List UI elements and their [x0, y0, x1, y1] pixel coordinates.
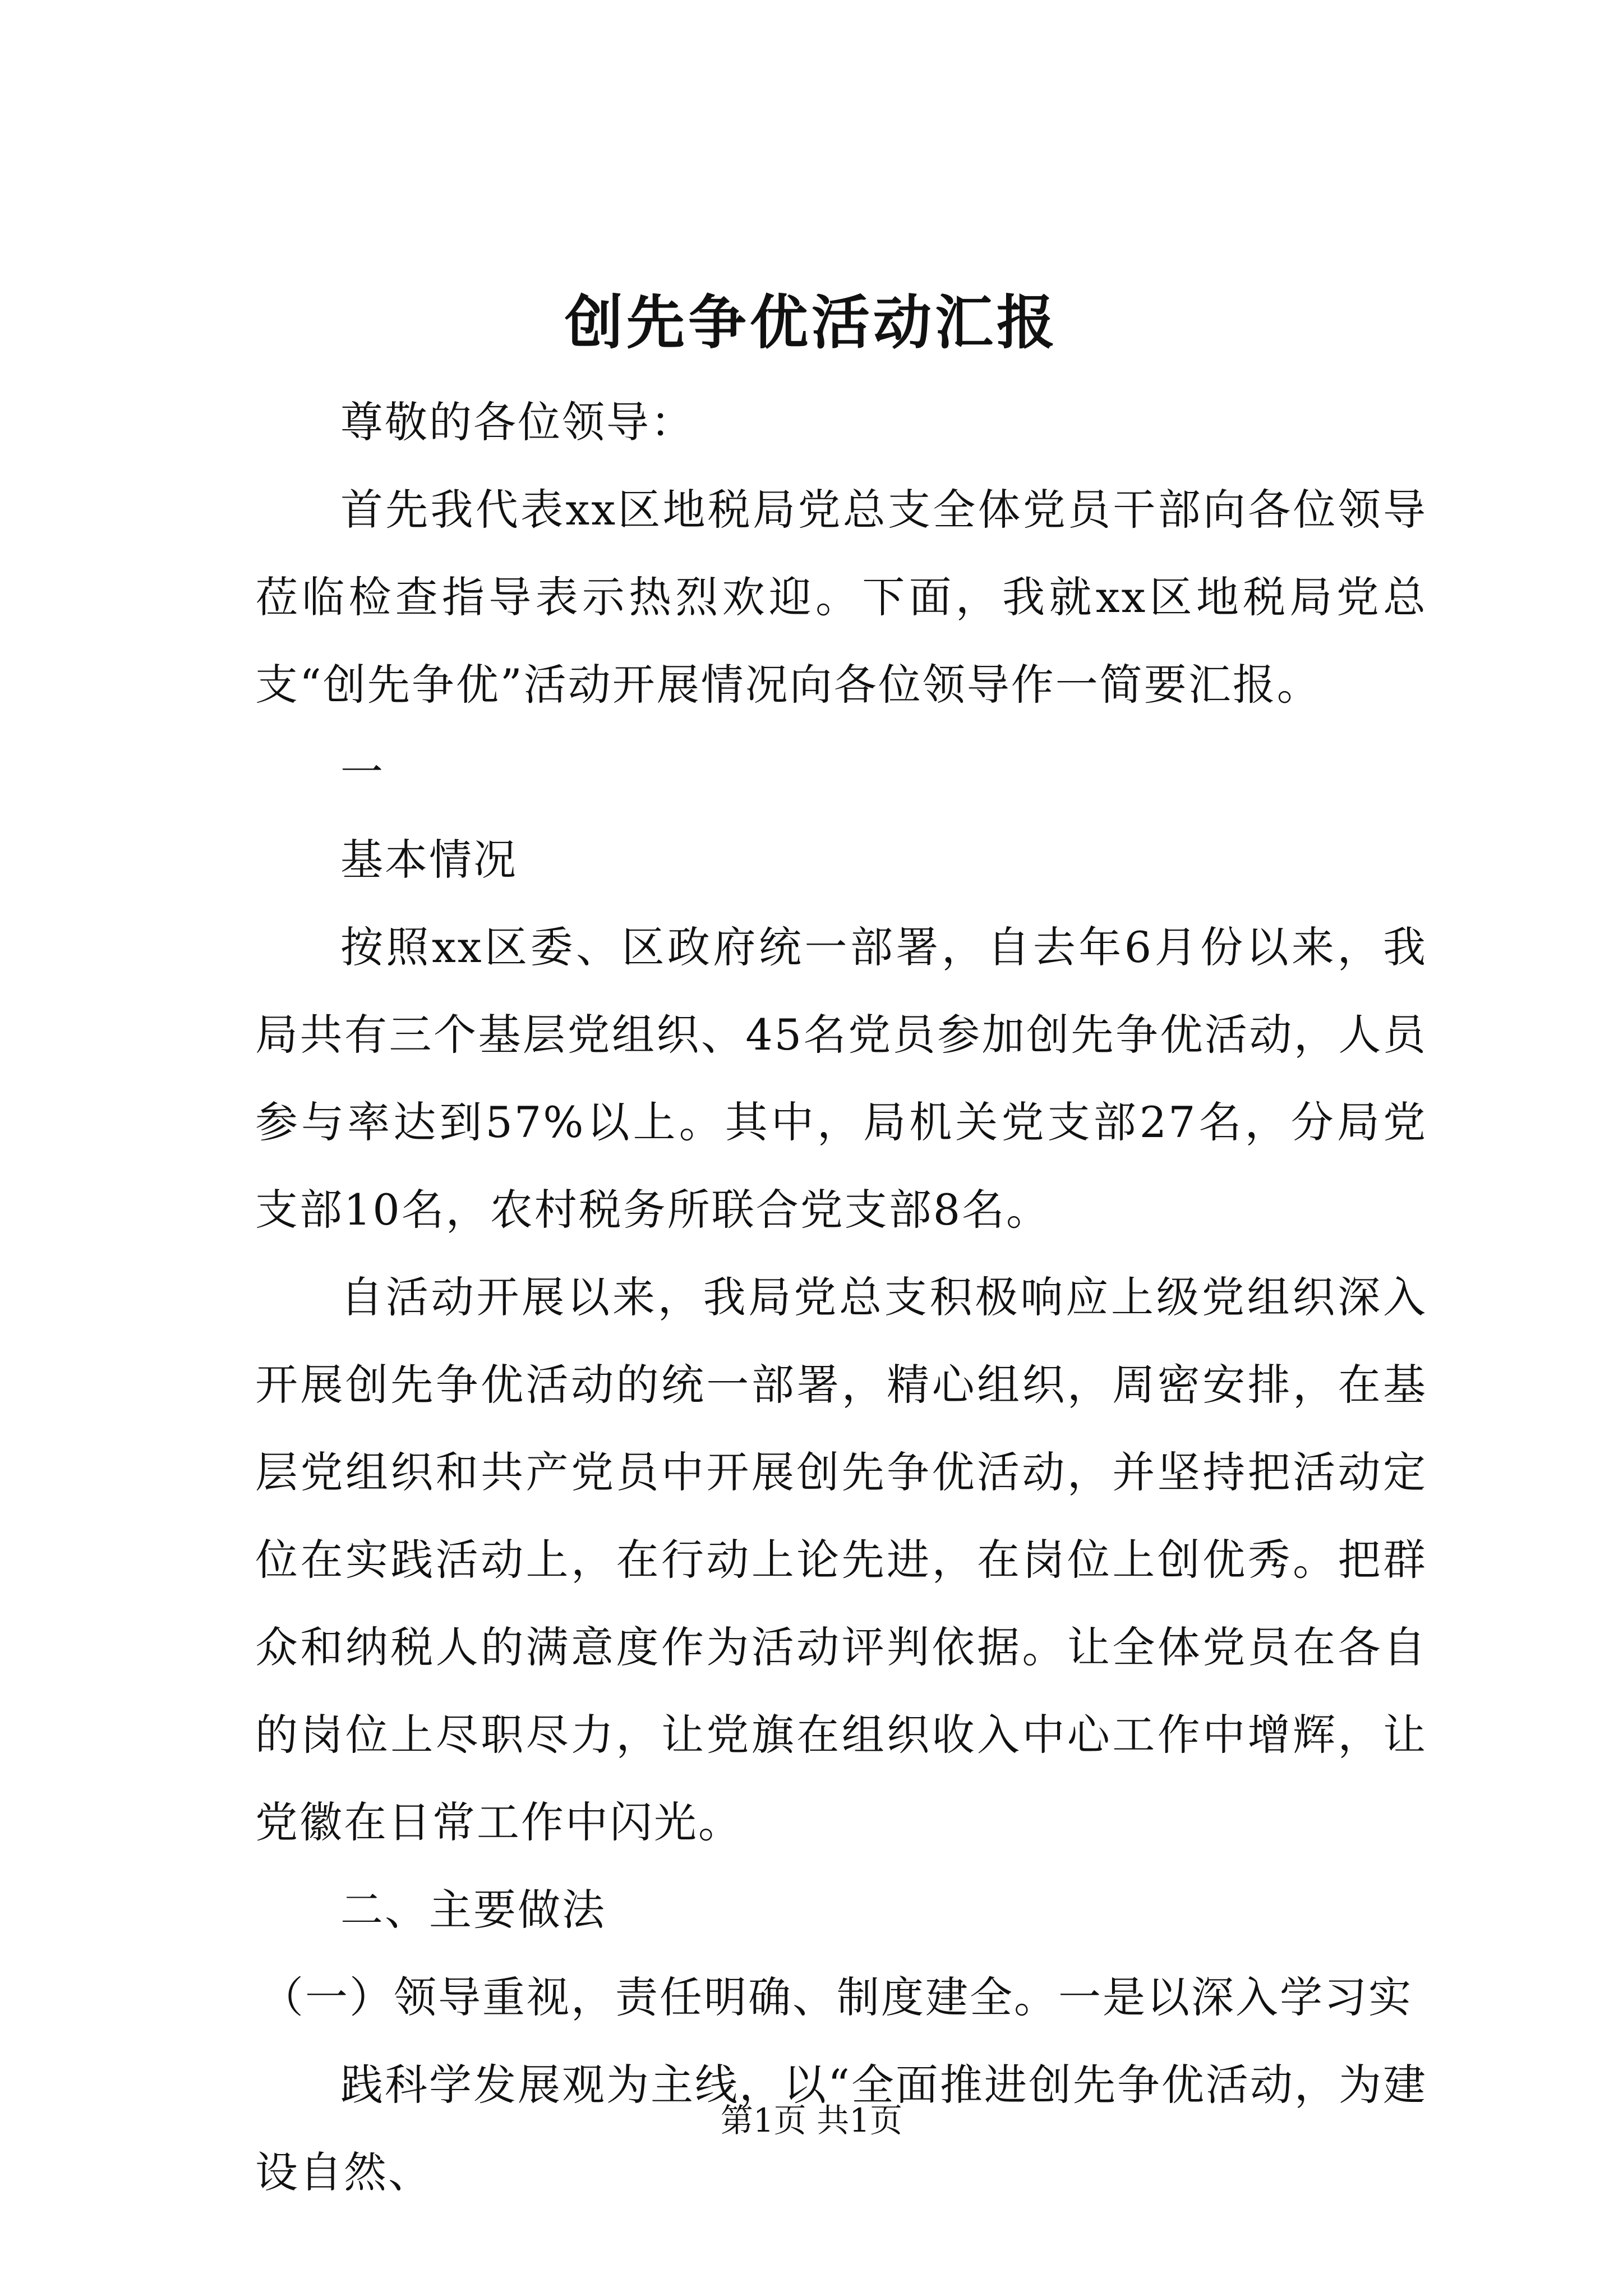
paragraph-leadership: （一）领导重视，责任明确、制度建全。一是以深入学习实 — [261, 1972, 1413, 2022]
paragraph-development: 践科学发展观为主线，以“全面推进创先争优活动，为建设自然、 — [255, 2060, 1427, 2197]
paragraph-participation: 按照xx区委、区政府统一部署，自去年6月份以来，我局共有三个基层党组织、45名党员参加创先争优活动，人员参与率达到57%以上。其中，局机关党支部27名，分局党支部10名，农村税务所联合党支部8名。 — [255, 922, 1427, 1235]
section-heading-main-practices: 二、主要做法 — [340, 1885, 606, 1935]
paragraph-activity-overview: 自活动开展以来，我局党总支积极响应上级党组织深入开展创先争优活动的统一部署，精心组织，周密安排，在基层党组织和共产党员中开展创先争优活动，并坚持把活动定位在实践活动上，在行动上论先进，在岗位上创优秀。把群众和纳税人的满意度作为活动评判依据。让全体党员在各自的岗位上尽职尽力，让党旗在组织收入中心工作中增辉，让党徽在日常工作中闪光。 — [255, 1272, 1427, 1847]
page-footer: 第1页 共1页 — [720, 2101, 903, 2139]
section-heading-basic-situation: 基本情况 — [340, 835, 518, 885]
section-number-one: 一 — [340, 747, 385, 797]
document-body — [255, 379, 1427, 2216]
paragraph-salutation: 尊敬的各位领导： — [340, 397, 695, 447]
document-title: 创先争优活动汇报 — [564, 288, 1058, 357]
paragraph-opening: 首先我代表xx区地税局党总支全体党员干部向各位领导莅临检查指导表示热烈欢迎。下面，我就xx区地税局党总支“创先争优”活动开展情况向各位领导作一简要汇报。 — [255, 485, 1427, 710]
